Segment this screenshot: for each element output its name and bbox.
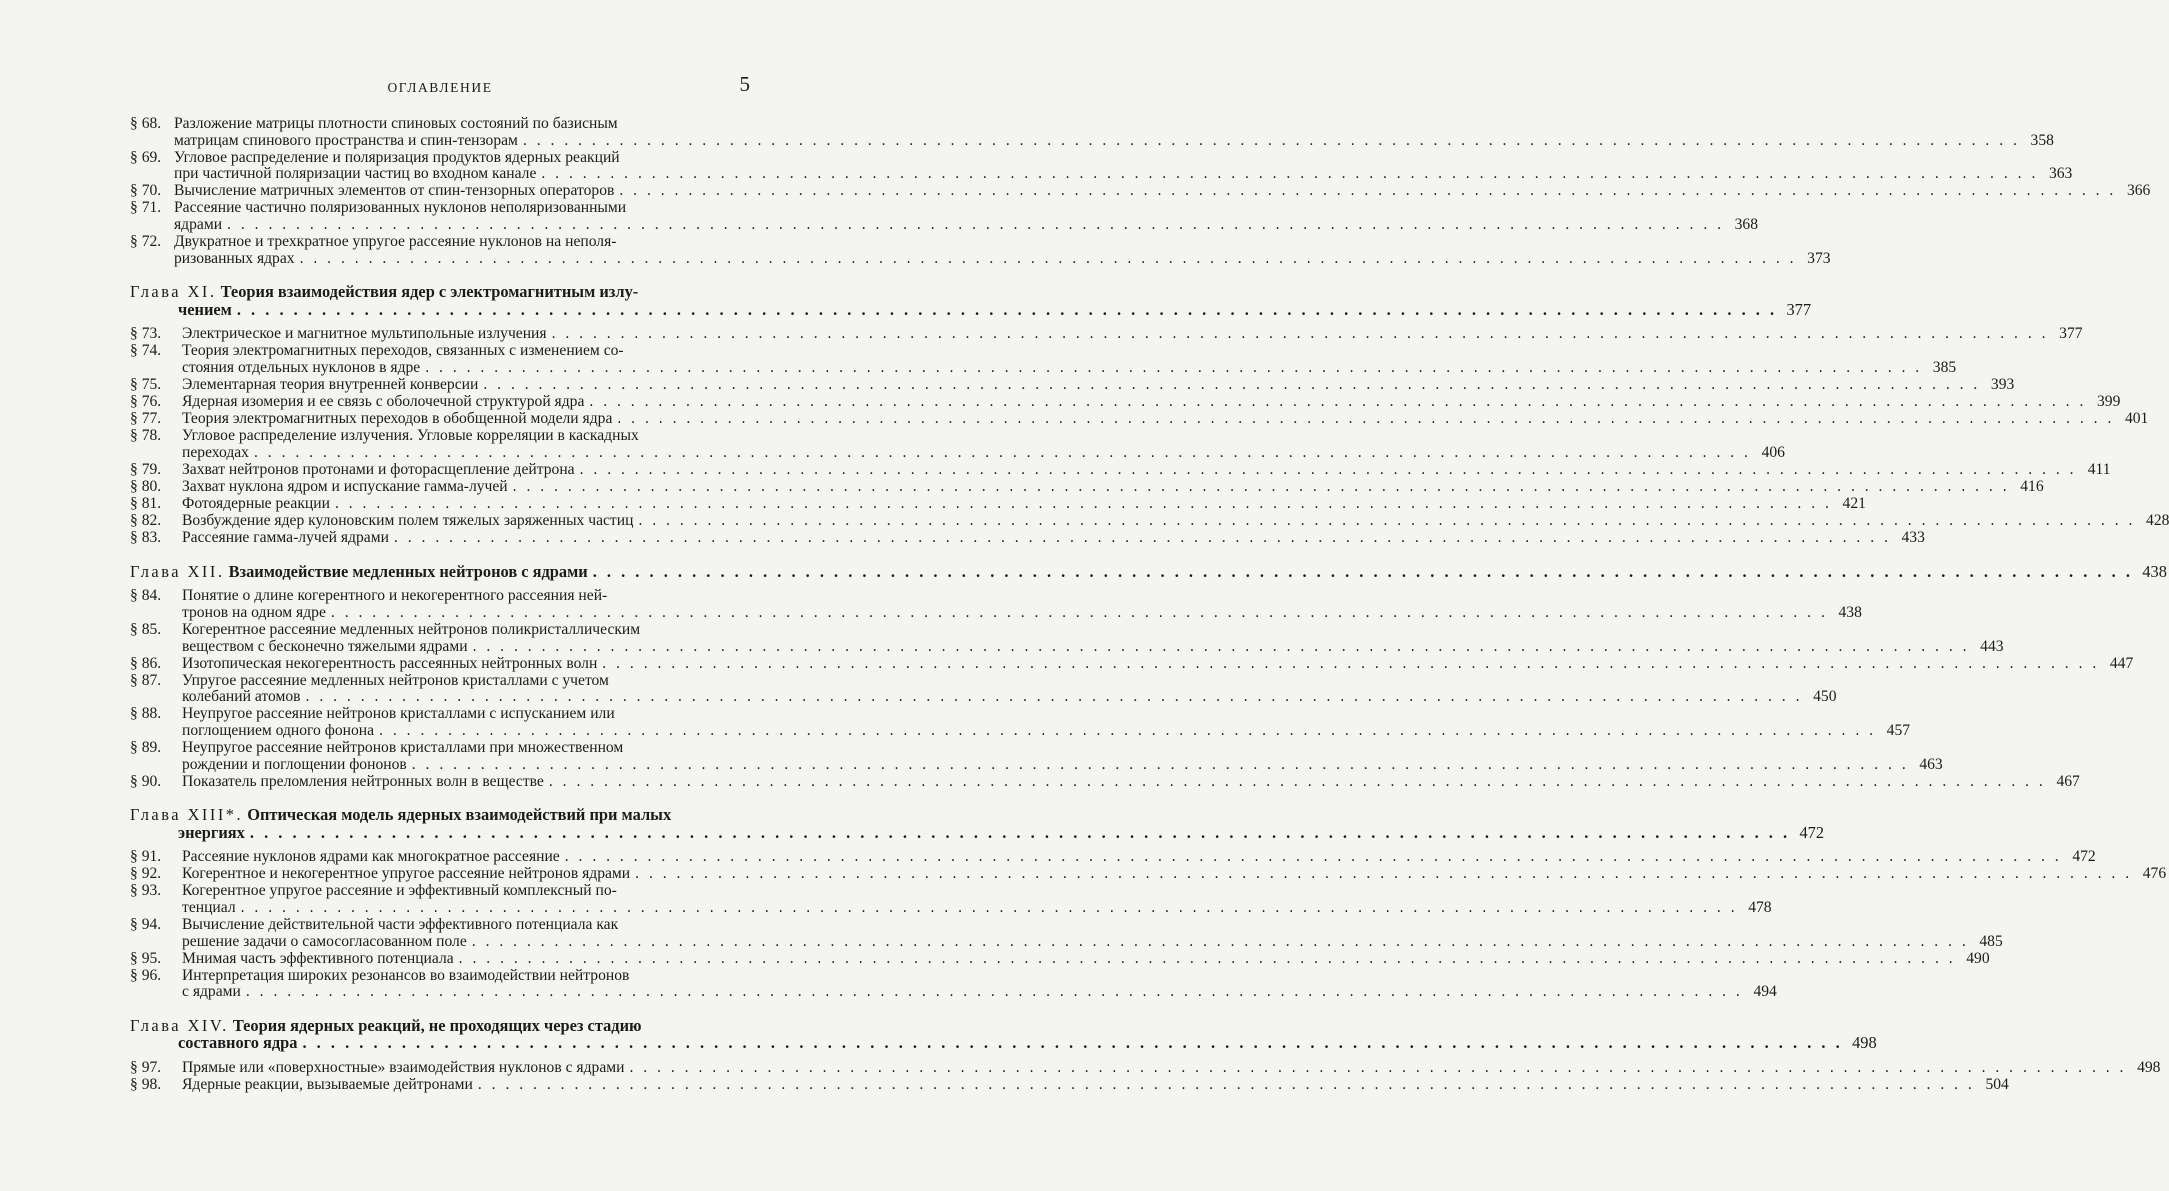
title-line bbox=[182, 951, 1956, 968]
dot-leader bbox=[635, 866, 2132, 883]
dot-leader bbox=[580, 462, 2077, 479]
toc-entry bbox=[130, 587, 1862, 621]
toc-entry bbox=[130, 460, 2111, 479]
title-line: Понятие о длине когерентного и некогерентного рассеяния ней- bbox=[182, 587, 608, 605]
section-page: 490 bbox=[1966, 949, 1990, 967]
section-title bbox=[182, 706, 1876, 739]
toc-entry bbox=[130, 410, 2149, 428]
section-title bbox=[174, 200, 1724, 233]
section-number: § 87. bbox=[130, 671, 162, 689]
table-of-contents bbox=[130, 115, 2169, 1094]
title-line bbox=[182, 1060, 2126, 1077]
title-line-text: Возбуждение ядер кулоновским полем тяжелых заряженных частиц bbox=[182, 512, 634, 530]
chapter-title bbox=[130, 563, 2133, 580]
chapter-line bbox=[130, 1034, 1843, 1051]
section-title bbox=[182, 530, 1891, 547]
title-line-text: Рассеяние нуклонов ядрами как многократное рассеяние bbox=[182, 848, 560, 866]
title-line: Упругое рассеяние медленных нейтронов кристаллами с учетом bbox=[182, 671, 609, 689]
title-line: Теория электромагнитных переходов, связанных с изменением со- bbox=[182, 342, 624, 360]
toc-entry bbox=[130, 848, 2096, 866]
title-line bbox=[182, 513, 2135, 530]
section-page: 368 bbox=[1734, 216, 1759, 234]
title-line bbox=[182, 360, 1922, 377]
section-page: 457 bbox=[1886, 722, 1911, 740]
title-line-text: Прямые или «поверхностные» взаимодействия нуклонов с ядрами bbox=[182, 1058, 625, 1076]
section-title bbox=[182, 343, 1922, 376]
section-title bbox=[182, 866, 2132, 883]
dot-leader bbox=[638, 513, 2135, 530]
title-line-text: матрицам спинового пространства и спин-тензорам bbox=[174, 131, 518, 149]
section-title bbox=[182, 377, 1980, 394]
toc-entry bbox=[130, 949, 1990, 968]
title-line bbox=[182, 496, 1832, 513]
section-page: 433 bbox=[1901, 529, 1925, 547]
dot-leader bbox=[237, 301, 1777, 318]
section-number: § 94. bbox=[130, 916, 162, 934]
toc-entry bbox=[130, 865, 2167, 883]
toc-entry bbox=[130, 772, 2080, 791]
dot-leader bbox=[629, 1060, 2126, 1077]
title-line: Когерентное упругое рассеяние и эффективный комплексный по- bbox=[182, 882, 617, 900]
chapter-page: 438 bbox=[2142, 561, 2167, 581]
chapter-page: 472 bbox=[1799, 822, 1825, 842]
section-page: 411 bbox=[2087, 460, 2111, 478]
dot-leader bbox=[513, 479, 2010, 496]
section-page: 478 bbox=[1748, 899, 1772, 916]
section-page: 373 bbox=[1807, 249, 1831, 267]
dot-leader bbox=[619, 183, 2116, 200]
chapter-line bbox=[130, 283, 1777, 300]
toc-entry bbox=[130, 529, 1925, 547]
section-title bbox=[182, 917, 1969, 950]
section-title bbox=[182, 462, 2077, 479]
chapter-line-text: Взаимодействие медленных нейтронов с ядрами bbox=[228, 561, 588, 581]
chapter-title bbox=[130, 806, 1790, 841]
section-page: 421 bbox=[1842, 495, 1866, 513]
chapter-page: 377 bbox=[1786, 299, 1812, 319]
section-number: § 86. bbox=[130, 654, 162, 672]
toc-entry bbox=[130, 325, 2083, 343]
title-line bbox=[182, 984, 1743, 1001]
toc-entry bbox=[130, 705, 1911, 740]
chapter-line bbox=[130, 806, 1790, 823]
section-title bbox=[182, 411, 2114, 428]
section-title bbox=[182, 479, 2010, 496]
dot-leader bbox=[552, 326, 2049, 343]
section-title bbox=[182, 622, 1970, 655]
section-number: § 96. bbox=[130, 966, 162, 984]
section-number: § 81. bbox=[130, 495, 162, 513]
dot-leader bbox=[425, 360, 1922, 377]
title-line bbox=[182, 326, 2049, 343]
section-page: 498 bbox=[2137, 1058, 2161, 1076]
title-line bbox=[182, 656, 2099, 673]
section-number: § 91. bbox=[130, 848, 162, 866]
title-line-text: Захват нейтронов протонами и фоторасщепление дейтрона bbox=[182, 460, 575, 478]
section-title bbox=[182, 656, 2099, 673]
dot-leader bbox=[331, 605, 1828, 622]
section-page: 385 bbox=[1932, 358, 1957, 376]
dot-leader bbox=[565, 849, 2062, 866]
dot-leader bbox=[602, 656, 2099, 673]
title-line-text: Электрическое и магнитное мультипольные излучения bbox=[182, 325, 547, 343]
section-page: 504 bbox=[1985, 1075, 2009, 1093]
section-number: § 95. bbox=[130, 949, 162, 967]
toc-entry bbox=[130, 233, 1831, 267]
title-line bbox=[182, 445, 1751, 462]
title-line bbox=[182, 934, 1969, 951]
section-page: 399 bbox=[2096, 393, 2121, 411]
title-line-text: Когерентное и некогерентное упругое рассеяние нейтронов ядрами bbox=[182, 865, 631, 883]
section-title bbox=[182, 428, 1751, 461]
toc-entry bbox=[130, 199, 1759, 234]
dot-leader bbox=[541, 166, 2038, 183]
title-line bbox=[182, 377, 1980, 394]
title-line-text: с ядрами bbox=[182, 983, 241, 1001]
title-line bbox=[182, 866, 2132, 883]
section-number: § 77. bbox=[130, 410, 162, 428]
title-line bbox=[182, 530, 1891, 547]
title-line bbox=[182, 605, 1828, 622]
chapter-title bbox=[130, 283, 1777, 318]
title-line-text: Вычисление матричных элементов от спин-тензорных операторов bbox=[174, 182, 615, 200]
title-line: Разложение матрицы плотности спиновых состояний по базисным bbox=[174, 115, 618, 132]
title-line-text: тенциал bbox=[182, 899, 236, 916]
section-number: § 93. bbox=[130, 882, 162, 900]
section-page: 450 bbox=[1813, 688, 1837, 706]
section-title bbox=[174, 183, 2116, 200]
section-page: 428 bbox=[2146, 512, 2169, 530]
section-title bbox=[182, 513, 2135, 530]
title-line: Интерпретация широких резонансов во взаимодействии нейтронов bbox=[182, 966, 630, 984]
chapter-line bbox=[130, 824, 1790, 841]
running-title: ОГЛАВЛЕНИЕ bbox=[387, 80, 493, 95]
section-number: § 88. bbox=[130, 705, 162, 723]
section-page: 358 bbox=[2030, 131, 2054, 149]
section-number: § 76. bbox=[130, 393, 162, 411]
section-page: 363 bbox=[2048, 165, 2073, 183]
title-line-text: при частичной поляризации частиц во входном канале bbox=[174, 165, 537, 183]
page-number: 5 bbox=[739, 72, 750, 96]
toc-entry bbox=[130, 620, 2004, 655]
title-line bbox=[182, 757, 1909, 774]
title-line-text: переходах bbox=[182, 443, 249, 461]
section-page: 377 bbox=[2059, 325, 2083, 343]
section-number: § 98. bbox=[130, 1075, 162, 1093]
title-line-text: Захват нуклона ядром и испускание гамма-лучей bbox=[182, 478, 508, 495]
chapter-line-text: энергиях bbox=[178, 822, 245, 842]
chapter-line-text: Теория ядерных реакций, не проходящих через стадию bbox=[232, 1016, 642, 1036]
title-line-text: Показатель преломления нейтронных волн в веществе bbox=[182, 772, 544, 790]
toc-entry bbox=[130, 495, 1866, 513]
section-number: § 73. bbox=[130, 325, 162, 343]
section-number: § 97. bbox=[130, 1058, 162, 1076]
toc-entry bbox=[130, 182, 2151, 200]
section-number: § 78. bbox=[130, 427, 162, 445]
title-line bbox=[182, 394, 2086, 411]
chapter-line-text: Теория взаимодействия ядер с электромагнитным излу- bbox=[220, 282, 639, 302]
section-page: 416 bbox=[2020, 478, 2044, 495]
section-title bbox=[174, 234, 1797, 267]
section-number: § 90. bbox=[130, 772, 162, 790]
toc-entry bbox=[130, 671, 1837, 706]
title-line-text: Ядерные реакции, вызываемые дейтронами bbox=[182, 1075, 473, 1093]
title-line bbox=[174, 166, 2038, 183]
section-number: § 92. bbox=[130, 865, 162, 883]
title-line bbox=[182, 900, 1738, 917]
section-number: § 79. bbox=[130, 460, 162, 478]
chapter-entry bbox=[130, 805, 1825, 842]
toc-entry bbox=[130, 342, 1957, 376]
title-line-text: стояния отдельных нуклонов в ядре bbox=[182, 358, 421, 376]
toc-entry bbox=[130, 512, 2169, 530]
section-page: 443 bbox=[1980, 637, 2004, 655]
section-number: § 72. bbox=[130, 233, 162, 251]
section-page: 393 bbox=[1990, 375, 2015, 393]
section-title bbox=[182, 673, 1803, 706]
chapter-entry bbox=[130, 561, 2167, 581]
title-line-text: Ядерная изомерия и ее связь с оболочечной структурой ядра bbox=[182, 393, 585, 411]
chapter-entry bbox=[130, 282, 1812, 319]
section-page: 401 bbox=[2124, 410, 2149, 428]
title-line bbox=[182, 723, 1876, 740]
title-line bbox=[182, 1077, 1975, 1094]
chapter-line bbox=[130, 1017, 1843, 1034]
dot-leader bbox=[335, 496, 1832, 513]
dot-leader bbox=[254, 445, 1751, 462]
chapter-line-text: составного ядра bbox=[178, 1033, 298, 1053]
title-line: Неупругое рассеяние нейтронов кристаллами при множественном bbox=[182, 739, 624, 757]
chapter-label: Глава XI. bbox=[130, 282, 217, 302]
section-page: 463 bbox=[1919, 755, 1943, 773]
title-line: Неупругое рассеяние нейтронов кристаллами с испусканием или bbox=[182, 705, 615, 723]
section-number: § 83. bbox=[130, 529, 162, 547]
chapter-line-text: чением bbox=[178, 299, 232, 319]
title-line-text: тронов на одном ядре bbox=[182, 603, 326, 621]
section-number: § 69. bbox=[130, 148, 162, 166]
dot-leader bbox=[589, 394, 2086, 411]
title-line bbox=[174, 183, 2116, 200]
title-line: Когерентное рассеяние медленных нейтронов поликристаллическим bbox=[182, 620, 641, 638]
section-title bbox=[182, 1077, 1975, 1094]
title-line-text: Мнимая часть эффективного потенциала bbox=[182, 949, 454, 967]
section-page: 406 bbox=[1761, 443, 1785, 461]
section-number: § 70. bbox=[130, 182, 162, 200]
dot-leader bbox=[549, 774, 2046, 791]
section-page: 494 bbox=[1753, 983, 1777, 1001]
chapter-page: 498 bbox=[1852, 1033, 1877, 1053]
title-line bbox=[182, 639, 1970, 656]
section-title bbox=[182, 740, 1909, 773]
title-line bbox=[174, 133, 2020, 150]
title-line-text: Фотоядерные реакции bbox=[182, 495, 330, 513]
chapter-label: Глава XIV. bbox=[130, 1016, 229, 1036]
title-line bbox=[182, 479, 2010, 496]
toc-entry bbox=[130, 966, 1777, 1001]
section-title bbox=[174, 150, 2038, 183]
toc-entry bbox=[130, 739, 1943, 773]
chapter-label: Глава XII. bbox=[130, 561, 225, 581]
dot-leader bbox=[412, 757, 1909, 774]
toc-entry bbox=[130, 654, 2134, 673]
toc-entry bbox=[130, 393, 2121, 411]
section-number: § 89. bbox=[130, 739, 162, 757]
title-line-text: Изотопическая некогерентность рассеянных нейтронных волн bbox=[182, 654, 598, 672]
title-line-text: Элементарная теория внутренней конверсии bbox=[182, 375, 479, 393]
title-line-text: поглощением одного фонона bbox=[182, 722, 375, 740]
title-line: Двукратное и трехкратное упругое рассеяние нуклонов на неполя- bbox=[174, 233, 617, 251]
title-line: Вычисление действительной части эффективного потенциала как bbox=[182, 916, 619, 934]
title-line bbox=[174, 217, 1724, 234]
dot-leader bbox=[478, 1077, 1975, 1094]
dot-leader bbox=[472, 934, 1969, 951]
title-line-text: веществом с бесконечно тяжелыми ядрами bbox=[182, 637, 468, 655]
title-line bbox=[182, 411, 2114, 428]
title-line: Угловое распределение и поляризация продуктов ядерных реакций bbox=[174, 148, 620, 166]
toc-entry bbox=[130, 148, 2073, 183]
section-number: § 82. bbox=[130, 512, 162, 530]
section-title bbox=[182, 588, 1828, 621]
dot-leader bbox=[306, 689, 1803, 706]
dot-leader bbox=[593, 563, 2133, 580]
chapter-title bbox=[130, 1017, 1843, 1052]
section-page: 447 bbox=[2109, 654, 2134, 672]
section-number: § 75. bbox=[130, 375, 162, 393]
section-title bbox=[174, 116, 2020, 149]
toc-entry bbox=[130, 882, 1772, 916]
dot-leader bbox=[300, 251, 1797, 268]
dot-leader bbox=[483, 377, 1980, 394]
section-number: § 74. bbox=[130, 342, 162, 360]
dot-leader bbox=[617, 411, 2114, 428]
section-page: 366 bbox=[2126, 182, 2151, 200]
title-line bbox=[182, 849, 2062, 866]
section-title bbox=[182, 496, 1832, 513]
dot-leader bbox=[473, 639, 1970, 656]
title-line-text: ядрами bbox=[174, 216, 223, 234]
section-title bbox=[182, 394, 2086, 411]
section-title bbox=[182, 1060, 2126, 1077]
section-title bbox=[182, 968, 1743, 1001]
section-page: 485 bbox=[1979, 932, 2003, 950]
title-line bbox=[182, 774, 2046, 791]
title-line bbox=[174, 251, 1797, 268]
title-line-text: рождении и поглощении фононов bbox=[182, 755, 407, 773]
dot-leader bbox=[227, 217, 1724, 234]
section-page: 438 bbox=[1838, 603, 1862, 621]
section-page: 467 bbox=[2056, 772, 2080, 790]
title-line-text: решение задачи о самосогласованном поле bbox=[182, 932, 467, 950]
dot-leader bbox=[246, 984, 1743, 1001]
dot-leader bbox=[523, 133, 2020, 150]
section-title bbox=[182, 951, 1956, 968]
section-title bbox=[182, 849, 2062, 866]
page-header bbox=[130, 72, 750, 102]
title-line-text: ризованных ядрах bbox=[174, 249, 295, 267]
section-number: § 80. bbox=[130, 478, 162, 495]
section-title bbox=[182, 883, 1738, 916]
dot-leader bbox=[459, 951, 1956, 968]
section-title bbox=[182, 326, 2049, 343]
chapter-line-text: Оптическая модель ядерных взаимодействий при малых bbox=[247, 805, 672, 825]
chapter-line bbox=[130, 301, 1777, 318]
toc-entry bbox=[130, 478, 2044, 496]
toc-entry bbox=[130, 375, 2015, 394]
title-line-text: Теория электромагнитных переходов в обобщенной модели ядра bbox=[182, 410, 613, 428]
dot-leader bbox=[250, 824, 1790, 841]
title-line: Рассеяние частично поляризованных нуклонов неполяризованными bbox=[174, 199, 627, 217]
title-line bbox=[182, 689, 1803, 706]
dot-leader bbox=[394, 530, 1891, 547]
title-line-text: Рассеяние гамма-лучей ядрами bbox=[182, 529, 389, 547]
chapter-line bbox=[130, 563, 2133, 580]
toc-entry bbox=[130, 115, 2054, 149]
toc-entry bbox=[130, 1058, 2161, 1077]
dot-leader bbox=[302, 1034, 1842, 1051]
toc-entry bbox=[130, 1075, 2009, 1094]
toc-entry bbox=[130, 427, 1785, 461]
chapter-entry bbox=[130, 1016, 1877, 1053]
dot-leader bbox=[379, 723, 1876, 740]
toc-entry bbox=[130, 916, 2003, 950]
title-line: Угловое распределение излучения. Угловые корреляции в каскадных bbox=[182, 427, 639, 445]
title-line-text: колебаний атомов bbox=[182, 688, 301, 706]
chapter-label: Глава XIII*. bbox=[130, 805, 244, 825]
title-line bbox=[182, 462, 2077, 479]
section-page: 476 bbox=[2142, 865, 2167, 883]
section-title bbox=[182, 774, 2046, 791]
section-number: § 85. bbox=[130, 620, 162, 638]
section-number: § 68. bbox=[130, 115, 162, 132]
section-page: 472 bbox=[2072, 848, 2096, 866]
section-number: § 71. bbox=[130, 199, 162, 217]
dot-leader bbox=[241, 900, 1738, 917]
section-number: § 84. bbox=[130, 587, 162, 605]
